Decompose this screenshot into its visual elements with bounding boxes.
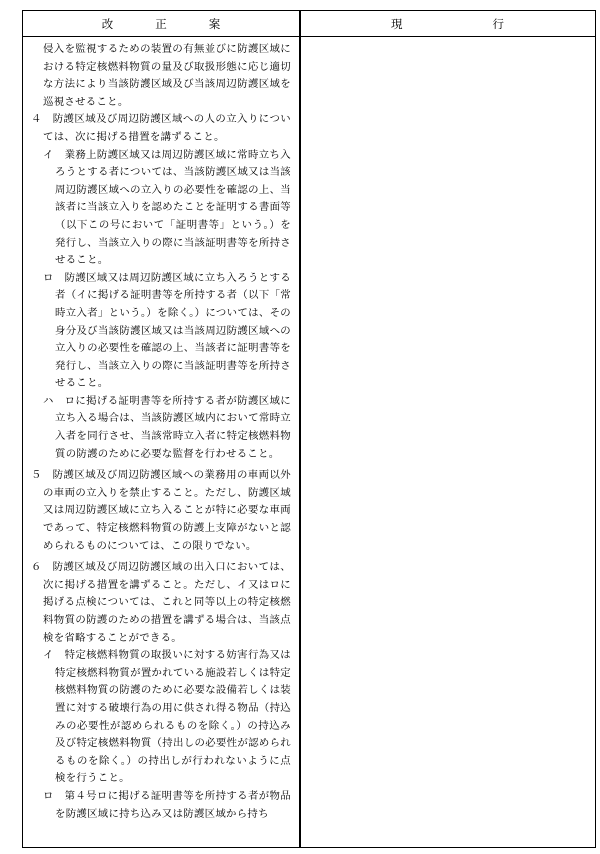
column-divider: [299, 11, 301, 847]
table-header-row: [23, 11, 595, 37]
header-revised-proposal: 改正案: [101, 16, 263, 31]
header-current: 現行: [391, 16, 594, 31]
revised-column: [29, 41, 291, 823]
section-4-item-i: イ 業務上防護区域又は周辺防護区域に常時立ち入ろうとする者については、当該防護区域又は当該周辺防護区域への立入りの必要性を確認の上、当該者に当該立入りを認めたことを証明する書面等（以下この号において「証明書等」という。）を発行し、当該立入りの際に当該証明書等を所持させること。: [43, 148, 291, 267]
paragraph-continuation: 侵入を監視するための装置の有無並びに防護区域における特定核燃料物質の量及び取扱形態に応じ適切な方法により当該防護区域及び当該周辺防護区域を巡視させること。: [43, 43, 291, 108]
current-column: [307, 41, 587, 841]
comparison-table: [22, 10, 596, 848]
section-4-item-ro: ロ 防護区域又は周辺防護区域に立ち入ろうとする者（イに掲げる証明書等を所持する者（以下「常時立入者」という。）を除く。）については、その身分及び当該防護区域又は当該周辺防護区域への立入りの必要性を確認の上、当該者に証明書等を発行し、当該立入りの際に当該証明書等を所持させること。: [43, 271, 291, 390]
section-5: ５ 防護区域及び周辺防護区域への業務用の車両以外の車両の立入りを禁止すること。ただし、防護区域又は周辺防護区域に立ち入ることが特に必要な車両であって、特定核燃料物質の防護上支障がないと認められるものについては、この限りでない。: [31, 469, 291, 552]
section-6-item-i: イ 特定核燃料物質の取扱いに対する妨害行為又は特定核燃料物質が置かれている施設若しくは特定核燃料物質の防護のために必要な設備若しくは装置に対する破壊行為の用に供され得る物品（持込みの必要性が認められるものを除く。）の持込み及び特定核燃料物質（持出しの必要性が認められるものを除く。）の持出しが行われないように点検を行うこと。: [43, 649, 291, 785]
section-4: ４ 防護区域及び周辺防護区域への人の立入りについては、次に掲げる措置を講ずること。: [31, 113, 291, 143]
section-6-item-ro: ロ 第４号ロに掲げる証明書等を所持する者が物品を防護区域に持ち込み又は防護区域から持ち: [43, 789, 291, 820]
section-6: ６ 防護区域及び周辺防護区域の出入口においては、次に掲げる措置を講ずること。ただし、イ又はロに掲げる点検については、これと同等以上の特定核燃料物質の防護のための措置を講ずる場合は、当該点検を省略することができる。: [31, 561, 291, 644]
section-4-item-ha: ハ ロに掲げる証明書等を所持する者が防護区域に立ち入る場合は、当該防護区域内において常時立入者を同行させ、当該常時立入者に特定核燃料物質の防護のために必要な監督を行わせること。: [43, 394, 291, 460]
